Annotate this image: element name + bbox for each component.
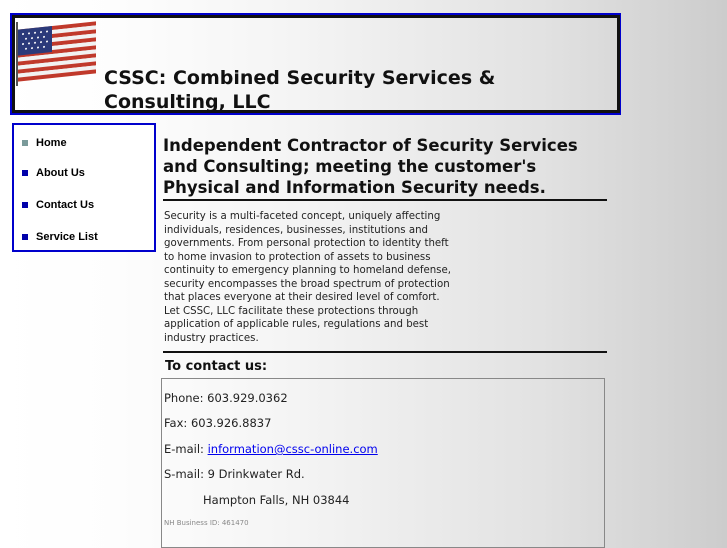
- sidebar-item-label: Home: [36, 137, 67, 149]
- site-title-line-2: Consulting, LLC: [104, 91, 271, 113]
- intro-line: Let CSSC, LLC facilitate these protections through: [164, 305, 419, 317]
- intro-line: individuals, residences, businesses, institutions and: [164, 224, 428, 236]
- intro-line: continuity to emergency planning to homeland defense,: [164, 265, 452, 276]
- sidebar-item-about-us[interactable]: [22, 165, 85, 181]
- contact-fax: Fax: 603.926.8837: [164, 416, 272, 430]
- contact-heading: To contact us:: [165, 359, 268, 374]
- intro-paragraph: [164, 210, 454, 345]
- sidebar-item-home[interactable]: [22, 135, 67, 151]
- contact-smail-street: S-mail: 9 Drinkwater Rd.: [164, 467, 305, 481]
- sidebar-item-service-list[interactable]: [22, 229, 98, 245]
- page-heading-line-3: Physical and Information Security needs.: [163, 178, 546, 197]
- sidebar-item-contact-us[interactable]: [22, 197, 94, 213]
- business-id: NH Business ID: 461470: [164, 519, 249, 527]
- intro-line: industry practices.: [164, 332, 259, 344]
- page-heading-line-1: Independent Contractor of Security Services: [163, 136, 578, 155]
- contact-email-row: [164, 442, 378, 456]
- nav-bullet-icon: [22, 202, 28, 208]
- page-heading-line-2: and Consulting; meeting the customer's: [163, 157, 537, 176]
- sidebar-item-label: About Us: [36, 167, 85, 179]
- us-flag-icon: [14, 20, 100, 86]
- site-title-line-1: CSSC: Combined Security Services &: [104, 67, 496, 89]
- sidebar-item-label: Contact Us: [36, 199, 95, 211]
- intro-line: Security is a multi-faceted concept, uniquely affecting: [164, 211, 441, 222]
- nav-bullet-icon: [22, 170, 28, 176]
- intro-line: governments. From personal protection to identity theft: [164, 238, 449, 249]
- heading-divider: [163, 199, 607, 201]
- nav-bullet-icon: [22, 234, 28, 240]
- nav-bullet-icon: [22, 140, 28, 146]
- intro-line: application of applicable rules, regulations and best: [164, 319, 429, 330]
- sidebar-nav: [12, 123, 156, 252]
- contact-phone: Phone: 603.929.0362: [164, 391, 288, 405]
- intro-line: to home invasion to protection of assets to business: [164, 251, 431, 263]
- contact-divider: [163, 351, 607, 353]
- contact-smail-city: Hampton Falls, NH 03844: [203, 493, 350, 507]
- intro-line: security encompasses the broad spectrum of protection: [164, 278, 450, 290]
- contact-email-label: E-mail:: [164, 442, 208, 456]
- site-title: [104, 66, 584, 114]
- sidebar-item-label: Service List: [36, 231, 98, 243]
- email-link[interactable]: information@cssc-online.com: [207, 442, 378, 456]
- page-heading: [163, 135, 603, 198]
- intro-line: that places everyone at their desired level of comfort.: [164, 292, 440, 303]
